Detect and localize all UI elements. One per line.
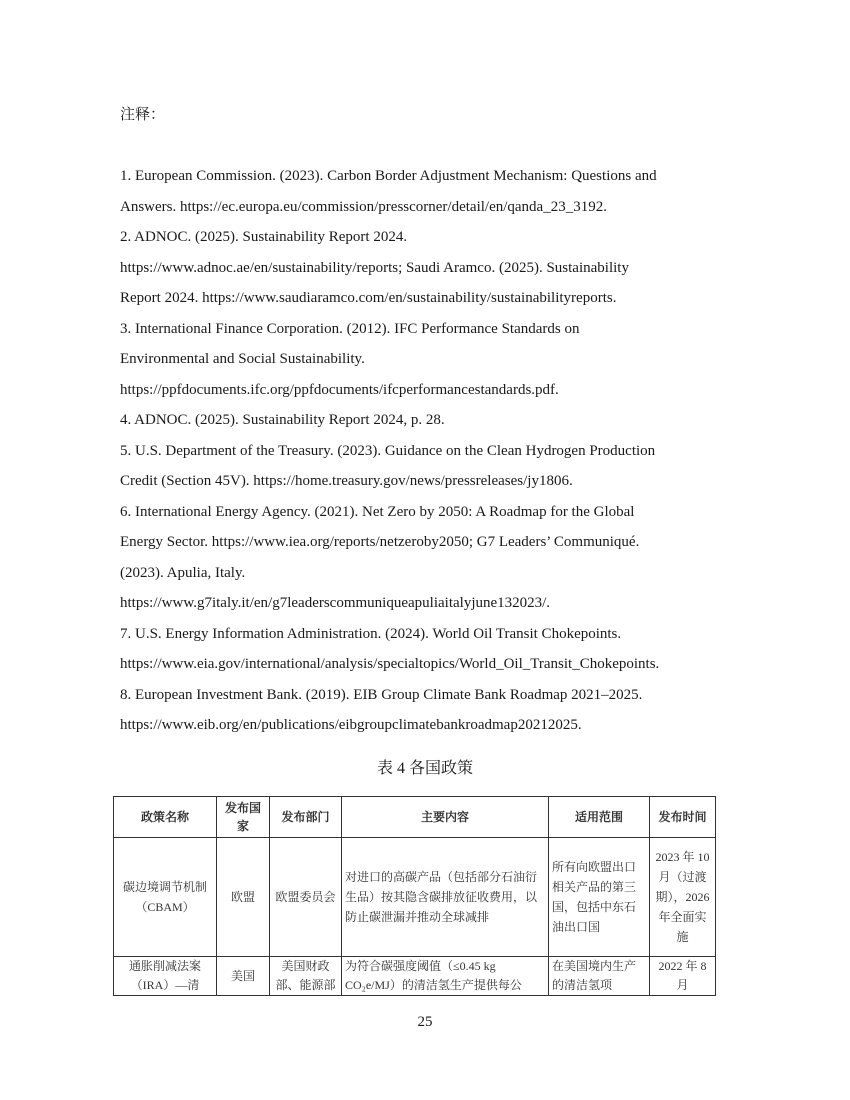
header-release-date: 发布时间 xyxy=(650,797,716,838)
cell-policy-name: 碳边境调节机制（CBAM） xyxy=(114,838,217,957)
table-title: 表 4 各国政策 xyxy=(376,760,473,777)
cell-department: 美国财政部、能源部 xyxy=(270,957,342,996)
table-row xyxy=(114,838,716,957)
note-line: 2. ADNOC. (2025). Sustainability Report 2024. xyxy=(120,229,408,245)
cell-country: 欧盟 xyxy=(217,838,270,957)
note-line: https://www.eib.org/en/publications/eibgroupclimatebankroadmap20212025. xyxy=(120,717,582,733)
cell-policy-name: 通胀削减法案（IRA）—清 xyxy=(114,957,217,996)
header-policy-name: 政策名称 xyxy=(114,797,217,838)
notes-list xyxy=(120,161,735,741)
note-line: 6. International Energy Agency. (2021). Net Zero by 2050: A Roadmap for the Global xyxy=(120,503,635,520)
note-line: Answers. https://ec.europa.eu/commission/presscorner/detail/en/qanda_23_3192. xyxy=(120,198,607,215)
header-main-content: 主要内容 xyxy=(342,797,549,838)
cell-content: 对进口的高碳产品（包括部分石油衍生品）按其隐含碳排放征收费用，以防止碳泄漏并推动全球减排 xyxy=(342,838,549,957)
header-issuing-department: 发布部门 xyxy=(270,797,342,838)
note-line: Report 2024. https://www.saudiaramco.com/en/sustainability/sustainabilityreports. xyxy=(120,290,617,306)
cell-scope: 所有向欧盟出口相关产品的第三国，包括中东石油出口国 xyxy=(549,838,650,957)
note-line: https://www.eia.gov/international/analysis/specialtopics/World_Oil_Transit_Chokepoints. xyxy=(120,656,660,672)
cell-country: 美国 xyxy=(217,957,270,996)
table-row xyxy=(114,957,716,996)
table-header-row xyxy=(114,797,716,838)
note-line: https://www.adnoc.ae/en/sustainability/reports; Saudi Aramco. (2025). Sustainability xyxy=(120,259,629,276)
note-line: 3. International Finance Corporation. (2012). IFC Performance Standards on xyxy=(120,320,580,337)
page-number: 25 xyxy=(417,1014,433,1030)
cell-date: 2022 年 8 月 xyxy=(650,957,716,996)
cell-content: 为符合碳强度阈值（≤0.45 kg CO₂e/MJ）的清洁氢生产提供每公 xyxy=(342,957,549,996)
note-line: Credit (Section 45V). https://home.treasury.gov/news/pressreleases/jy1806. xyxy=(120,473,573,489)
note-line: 5. U.S. Department of the Treasury. (2023). Guidance on the Clean Hydrogen Production xyxy=(120,442,656,459)
cell-department: 欧盟委员会 xyxy=(270,838,342,957)
cell-date: 2023 年 10 月（过渡期），2026 年全面实施 xyxy=(650,838,716,957)
note-line: 4. ADNOC. (2025). Sustainability Report 2024, p. 28. xyxy=(120,412,445,428)
note-line: Energy Sector. https://www.iea.org/reports/netzeroby2050; G7 Leaders’ Communiqué. xyxy=(120,534,640,550)
note-line: https://ppfdocuments.ifc.org/ppfdocuments/ifcperformancestandards.pdf. xyxy=(120,381,559,398)
note-line: Environmental and Social Sustainability. xyxy=(120,351,365,367)
note-line: 1. European Commission. (2023). Carbon Border Adjustment Mechanism: Questions and xyxy=(120,168,657,184)
cell-scope: 在美国境内生产的清洁氢项 xyxy=(549,957,650,996)
header-scope: 适用范围 xyxy=(549,797,650,838)
note-line: https://www.g7italy.it/en/g7leaderscommuniqueapuliaitalyjune132023/. xyxy=(120,595,551,611)
note-line: 7. U.S. Energy Information Administration. (2024). World Oil Transit Chokepoints. xyxy=(120,625,622,642)
note-line: 8. European Investment Bank. (2019). EIB Group Climate Bank Roadmap 2021–2025. xyxy=(120,686,643,703)
header-issuing-country: 发布国家 xyxy=(217,797,270,838)
notes-heading: 注释： xyxy=(120,107,166,123)
policy-table xyxy=(113,796,716,996)
note-line: (2023). Apulia, Italy. xyxy=(120,564,246,581)
